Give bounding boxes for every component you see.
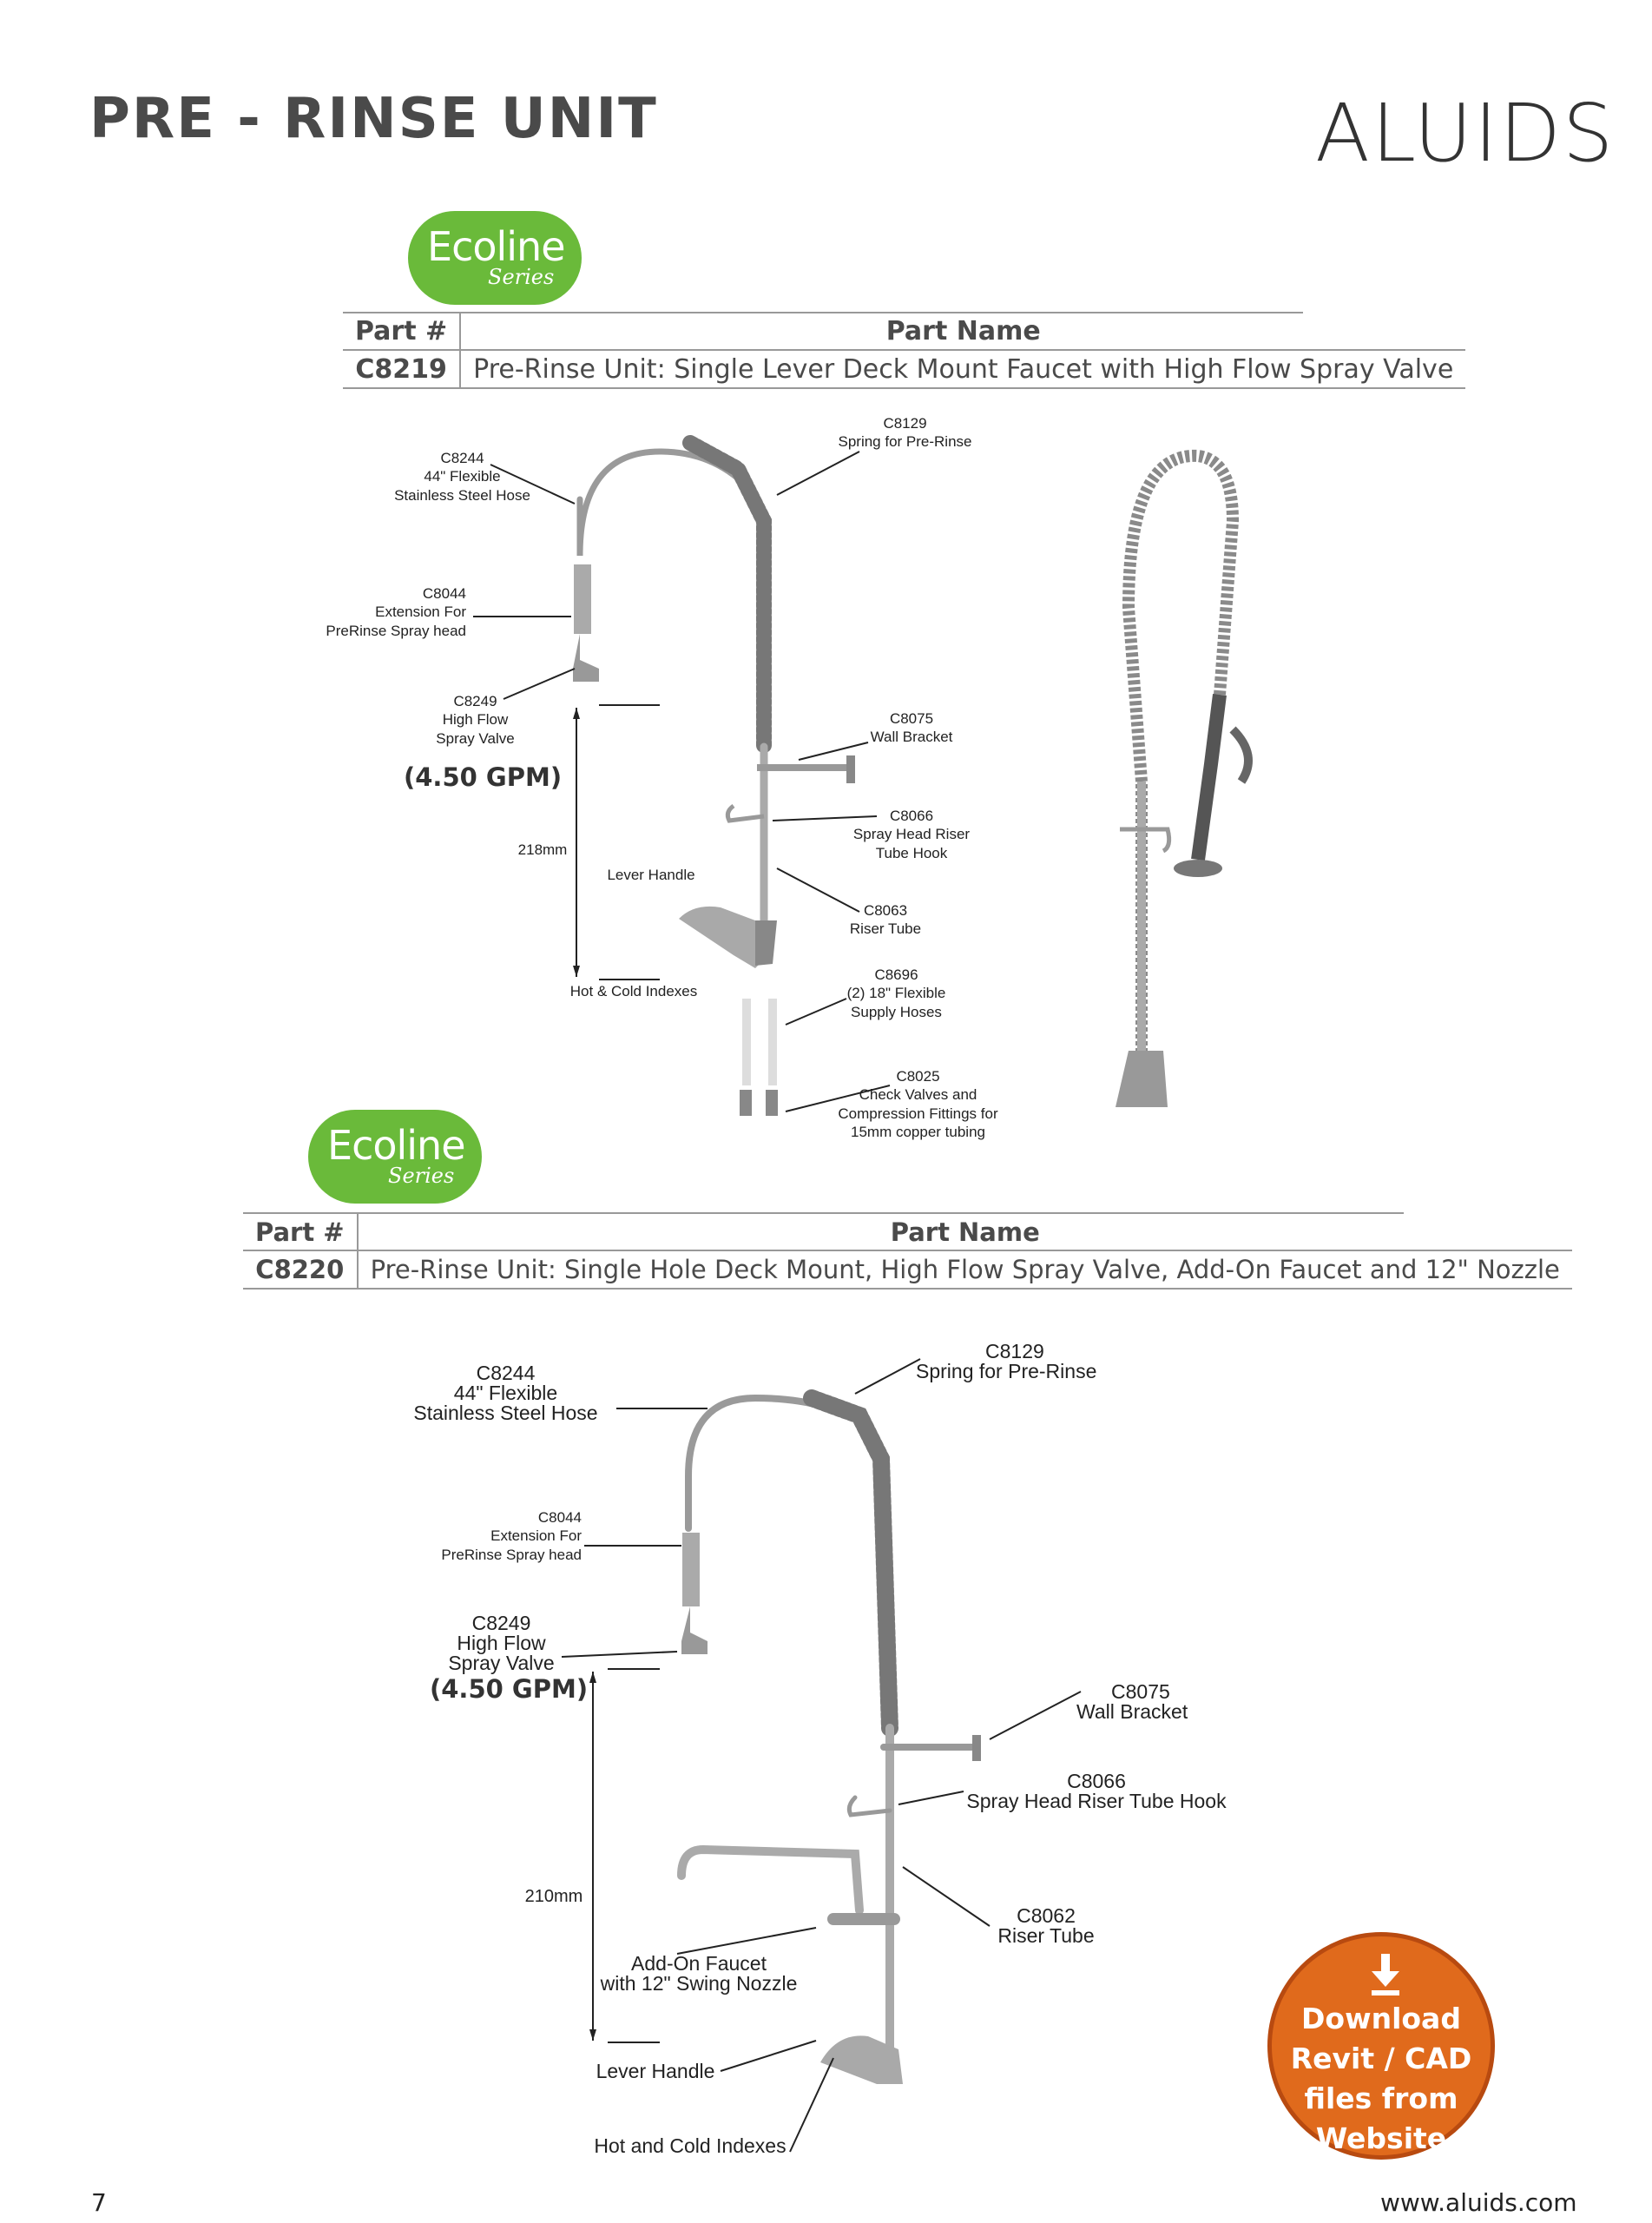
part-name: Pre-Rinse Unit: Single Lever Deck Mount Faucet with High Flow Spray Valve bbox=[473, 353, 1454, 385]
label-c8249: C8249 High Flow Spray Valve bbox=[436, 693, 515, 747]
label-addon-faucet: Add-On Faucet with 12" Swing Nozzle bbox=[600, 1952, 798, 1995]
badge-sub: Series bbox=[388, 1164, 455, 1188]
label-lever-handle-1: Lever Handle bbox=[607, 867, 695, 883]
download-icon bbox=[1368, 1954, 1403, 1997]
label-c8066: C8066 Spray Head Riser Tube Hook bbox=[852, 808, 971, 861]
label-c8044: C8044 Extension For PreRinse Spray head bbox=[326, 585, 466, 639]
label-c8129-2: C8129 Spring for Pre-Rinse bbox=[916, 1340, 1097, 1382]
label-c8062: C8062 Riser Tube bbox=[997, 1904, 1095, 1947]
label-c8063: C8063 Riser Tube bbox=[849, 902, 922, 938]
label-c8249-2: C8249 High Flow Spray Valve bbox=[448, 1612, 555, 1674]
flow-rate-2: (4.50 GPM) bbox=[430, 1674, 589, 1704]
download-text: Download Revit / CAD files from Website bbox=[1290, 2002, 1472, 2155]
page-title: PRE - RINSE UNIT bbox=[89, 87, 658, 151]
label-c8075: C8075 Wall Bracket bbox=[870, 710, 953, 746]
col-name-header: Part Name bbox=[890, 1217, 1040, 1247]
website-link[interactable]: www.aluids.com bbox=[1380, 2188, 1577, 2217]
download-cad-button[interactable] bbox=[1267, 1932, 1495, 2160]
brand-logo: ALUIDS bbox=[1315, 87, 1616, 180]
label-c8044-2: C8044 Extension For PreRinse Spray head bbox=[441, 1509, 582, 1563]
label-lever-handle-2: Lever Handle bbox=[596, 2060, 715, 2082]
label-hot-cold-1: Hot & Cold Indexes bbox=[569, 983, 698, 999]
label-c8066-2: C8066 Spray Head Riser Tube Hook bbox=[966, 1770, 1227, 1812]
part-name: Pre-Rinse Unit: Single Hole Deck Mount, High Flow Spray Valve, Add-On Faucet and 12" Nozzle bbox=[370, 1255, 1560, 1284]
part-number: C8219 bbox=[343, 350, 460, 388]
col-part-header: Part # bbox=[343, 313, 460, 350]
flow-rate-1: (4.50 GPM) bbox=[404, 762, 563, 792]
dimension-2: 210mm bbox=[524, 1887, 583, 1906]
page-number: 7 bbox=[91, 2188, 107, 2217]
label-c8075-2: C8075 Wall Bracket bbox=[1076, 1680, 1188, 1723]
label-c8244-2: C8244 44" Flexible Stainless Steel Hose bbox=[413, 1362, 598, 1424]
col-part-header: Part # bbox=[243, 1214, 358, 1250]
badge-name: Ecoline bbox=[327, 1122, 465, 1169]
part-number: C8220 bbox=[243, 1250, 358, 1289]
badge-name: Ecoline bbox=[427, 223, 565, 270]
dimension-1: 218mm bbox=[517, 841, 568, 858]
label-c8696: C8696 (2) 18" Flexible Supply Hoses bbox=[846, 966, 946, 1020]
badge-sub: Series bbox=[488, 265, 555, 289]
col-name-header: Part Name bbox=[885, 316, 1041, 346]
label-hot-cold-2: Hot and Cold Indexes bbox=[594, 2134, 787, 2157]
label-c8025: C8025 Check Valves and Compression Fittings for 15mm copper tubing bbox=[838, 1068, 998, 1140]
label-c8244: C8244 44" Flexible Stainless Steel Hose bbox=[394, 450, 530, 504]
label-c8129: C8129 Spring for Pre-Rinse bbox=[838, 415, 972, 451]
